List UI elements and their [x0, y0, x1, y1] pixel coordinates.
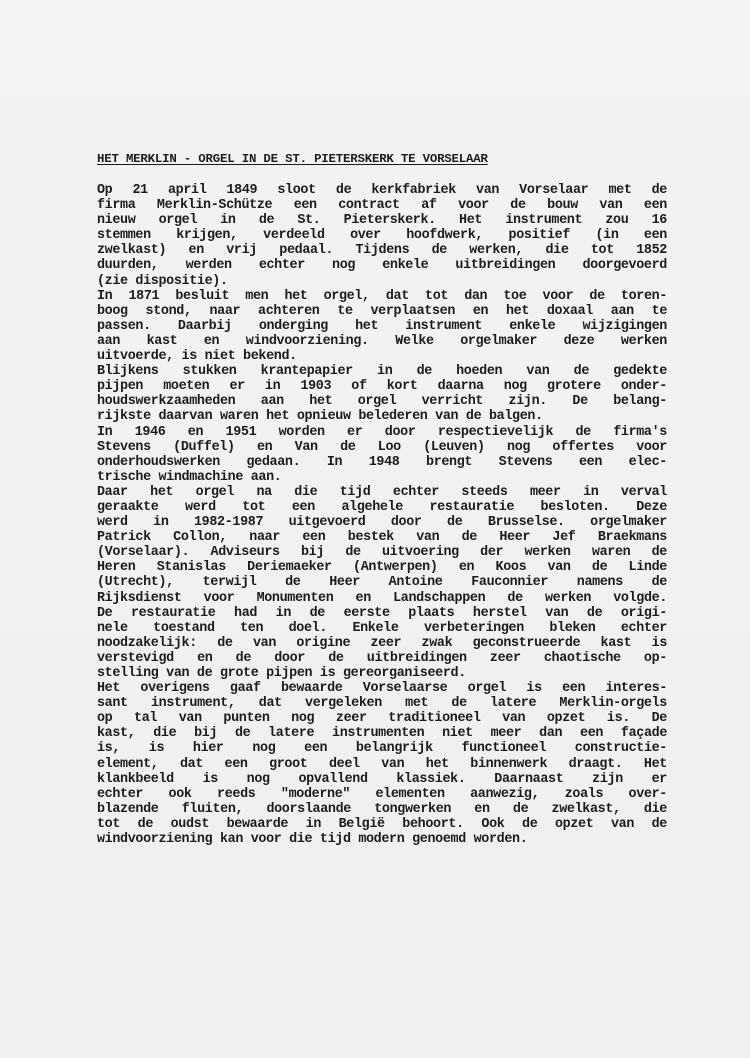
- text-line: Heren Stanislas Deriemaeker (Antwerpen) en Koos van de Linde: [97, 560, 667, 576]
- text-line: kast, die bij de latere instrumenten niet meer dan een façade: [97, 726, 667, 742]
- text-line: (zie dispositie).: [97, 273, 228, 289]
- text-line: Het overigens gaaf bewaarde Vorselaarse orgel is een interes-: [97, 681, 667, 697]
- text-line: trische windmachine aan.: [97, 469, 282, 485]
- text-line: windvoorziening kan voor die tijd modern genoemd worden.: [97, 832, 528, 848]
- text-line: geraakte werd tot een algehele restauratie besloten. Deze: [97, 499, 667, 515]
- text-line: blazende fluiten, doorslaande tongwerken en de zwelkast, die: [97, 801, 667, 817]
- text-line: klankbeeld is nog opvallend klassiek. Daarnaast zijn er: [97, 771, 667, 787]
- text-line: is, is hier nog een belangrijk functioneel constructie-: [97, 741, 667, 757]
- text-line: (Utrecht), terwijl de Heer Antoine Fauconnier namens de: [97, 575, 667, 591]
- text-line: sant instrument, dat vergeleken met de latere Merklin-orgels: [97, 696, 667, 712]
- text-line: stelling van de grote pijpen is gereorganiseerd.: [97, 666, 466, 681]
- text-line: onderhoudswerken gedaan. In 1948 brengt Stevens een elec-: [97, 454, 667, 470]
- text-line: nieuw orgel in de St. Pieterskerk. Het instrument zou 16: [97, 213, 667, 229]
- text-line: Stevens (Duffel) en Van de Loo (Leuven) nog offertes voor: [97, 439, 667, 455]
- text-line: duurden, werden echter nog enkele uitbreidingen doorgevoerd: [97, 258, 667, 274]
- text-line: houdswerkzaamheden aan het orgel verricht zijn. De belang-: [97, 394, 667, 410]
- document-body: [97, 151, 667, 847]
- text-line: echter ook reeds "moderne" elementen aanwezig, zoals over-: [97, 786, 667, 802]
- text-line: op tal van punten nog zeer traditioneel van opzet is. De: [97, 711, 667, 727]
- text-line: rijkste daarvan waren het opnieuw belederen van de balgen.: [97, 409, 543, 425]
- text-line: stemmen krijgen, verdeeld over hoofdwerk, positief (in een: [97, 228, 667, 244]
- text-line: noodzakelijk: de van origine zeer zwak geconstrueerde kast is: [97, 635, 667, 651]
- text-line: Blijkens stukken krantepapier in de hoeden van de gedekte: [97, 364, 667, 380]
- text-line: In 1946 en 1951 worden er door respectievelijk de firma's: [97, 424, 667, 440]
- text-line: Rijksdienst voor Monumenten en Landschappen de werken volgde.: [97, 590, 667, 606]
- text-line: tot de oudst bewaarde in België behoort. Ook de opzet van de: [97, 816, 667, 832]
- text-line: nele toestand ten doel. Enkele verbeteringen bleken echter: [97, 620, 667, 636]
- text-line: passen. Daarbij onderging het instrument enkele wijzigingen: [97, 318, 667, 334]
- text-line: pijpen moeten er in 1903 of kort daarna nog grotere onder-: [97, 379, 667, 395]
- text-line: uitvoerde, is niet bekend.: [97, 349, 297, 365]
- text-line: element, dat een groot deel van het binnenwerk draagt. Het: [97, 756, 667, 772]
- text-line: werd in 1982-1987 uitgevoerd door de Brusselse. orgelmaker: [97, 515, 667, 531]
- text-line: (Vorselaar). Adviseurs bij de uitvoering der werken waren de: [97, 545, 667, 561]
- text-line: firma Merklin-Schütze een contract af voor de bouw van een: [97, 198, 667, 214]
- text-line: Daar het orgel na die tijd echter steeds meer in verval: [97, 484, 667, 500]
- text-line: Patrick Collon, naar een bestek van de Heer Jef Braekmans: [97, 530, 667, 546]
- text-line: De restauratie had in de eerste plaats herstel van de origi-: [97, 605, 667, 621]
- text-line: In 1871 besluit men het orgel, dat tot dan toe voor de toren-: [97, 288, 667, 304]
- document-text: [97, 183, 667, 847]
- text-line: Op 21 april 1849 sloot de kerkfabriek van Vorselaar met de: [97, 183, 667, 198]
- document-title: HET MERKLIN - ORGEL IN DE ST. PIETERSKERK TE VORSELAAR: [97, 152, 488, 166]
- text-line: aan kast en windvoorziening. Welke orgelmaker deze werken: [97, 333, 667, 349]
- text-line: boog stond, naar achteren te verplaatsen en het doxaal aan te: [97, 303, 667, 319]
- text-line: zwelkast) en vrij pedaal. Tijdens de werken, die tot 1852: [97, 243, 667, 259]
- text-line: verstevigd en de door de uitbreidingen zeer chaotische op-: [97, 650, 667, 666]
